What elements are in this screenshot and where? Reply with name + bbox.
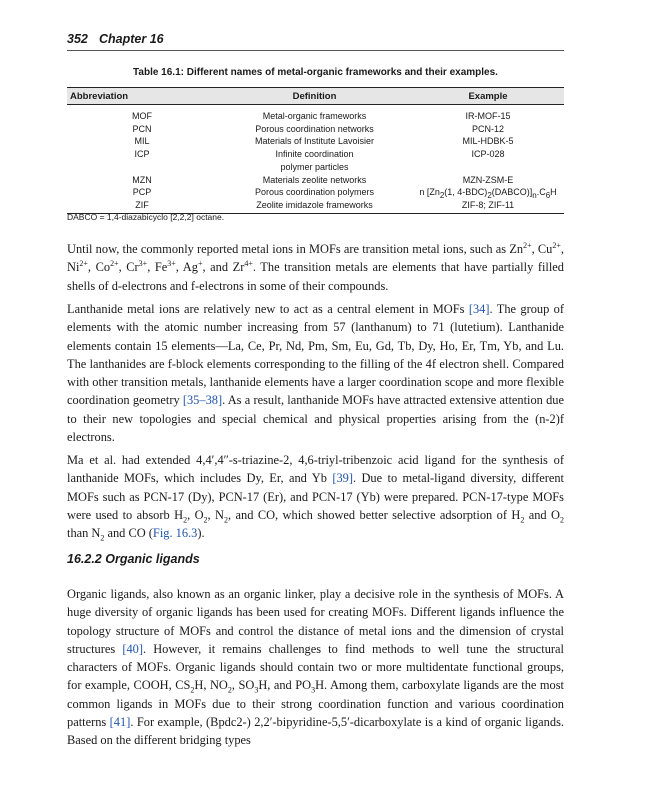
cell-example: ICP-028 bbox=[471, 149, 505, 160]
cell-example: MZN-ZSM-E bbox=[462, 174, 514, 185]
cell-definition: Porous coordination polymers bbox=[254, 187, 375, 198]
table-footnote: DABCO = 1,4-diazabicyclo [2,2,2] octane. bbox=[67, 212, 225, 222]
table-row bbox=[67, 186, 564, 199]
cell-abbreviation: PCP bbox=[132, 187, 152, 198]
figure-link[interactable]: Fig. 16.3 bbox=[152, 526, 198, 541]
cell-example: IR-MOF-15 bbox=[465, 111, 511, 121]
cell-abbreviation: ZIF bbox=[67, 199, 217, 213]
table-row bbox=[67, 123, 564, 136]
table-header-row bbox=[67, 88, 564, 105]
column-header-abbreviation: Abbreviation bbox=[67, 88, 217, 105]
table-caption: Table 16.1: Different names of metal-organic frameworks and their examples. bbox=[133, 67, 498, 78]
cell-definition: Materials zeolite networks bbox=[262, 174, 367, 185]
cell-abbreviation: PCN bbox=[132, 123, 152, 134]
table-row bbox=[67, 199, 564, 213]
table-row bbox=[67, 135, 564, 148]
table-row bbox=[67, 105, 564, 123]
cell-definition: Porous coordination networks bbox=[255, 123, 374, 134]
citation-link[interactable]: [40] bbox=[122, 641, 143, 656]
cell-abbreviation: MIL bbox=[134, 136, 150, 147]
mof-names-table bbox=[67, 87, 564, 214]
citation-link[interactable]: [35–38] bbox=[182, 393, 223, 408]
citation-link[interactable]: [34] bbox=[468, 302, 490, 316]
chapter-title: Chapter 16 bbox=[99, 32, 164, 46]
cell-example: MIL-HDBK-5 bbox=[462, 136, 514, 147]
page-header bbox=[67, 30, 564, 51]
cell-abbreviation: MOF bbox=[132, 111, 152, 121]
paragraph-lanthanide-mofs: Ma et al. had extended 4,4′,4″-s-triazine-2, 4,6-triyl-tribenzoic acid ligand for the synthesis of lanthanide MOFs, which includes Dy, Er, and Yb [39]. Due to metal-ligand diversity, different MOFs such as PCN-17 (Dy), PCN-17 (Er), and PCN-17 (Yb) were prepared. PCN-17-type MOFs were used to absorb $H_2$, $O_2$, $N_2$, and CO, which showed better selective adsorption of $H_2$ and $O_2$ than $N_2$ and CO (Fig. 16.3). bbox=[67, 453, 564, 543]
cell-definition: Infinite coordination polymer particles bbox=[275, 149, 354, 172]
cell-definition: Metal-organic frameworks bbox=[262, 111, 367, 121]
cell-abbreviation: MZN bbox=[132, 174, 152, 185]
cell-abbreviation: ICP bbox=[134, 149, 150, 160]
cell-example: PCN-12 bbox=[471, 123, 504, 134]
table-row bbox=[67, 148, 564, 173]
citation-link[interactable]: [39] bbox=[332, 471, 353, 486]
paragraph-transition-metals: Until now, the commonly reported metal ions in MOFs are transition metal ions, such as $Zn^{2+}$, $Cu^{2+}$, $Ni^{2+}$, $Co^{2+}$, $Cr^{3+}$, $Fe^{3+}$, Ag+, and $Zr^{4+}$. The transition metals are elements that have partially filled shells of d-electrons and f-electrons in some of their compounds. bbox=[67, 240, 565, 293]
column-header-example: Example bbox=[412, 88, 564, 105]
cell-example: ZIF-8; ZIF-11 bbox=[412, 199, 564, 213]
cell-definition: Materials of Institute Lavoisier bbox=[254, 136, 375, 147]
paragraph-lanthanide-ions: Lanthanide metal ions are relatively new to act as a central element in MOFs [34]. The group of elements with the atomic number increasing from 57 (lanthanum) to 71 (lutetium). Lanthanide elements contain 15 elements—La, Ce, Pr, Nd, Pm, Sm, Eu, Gd, Tb, Dy, Ho, Er, Tm, Yb, and Lu. The lanthanides are f-block elements corresponding to the filling of the 4f electron shell. Compared with other transition metals, lanthanide elements have a larger coordination scope and more flexible coordination geometry [35–38]. As a result, lanthanide MOFs have attracted extensive attention due to their new topologies and special chemical and physical properties arising from the (n-2)f electrons. bbox=[67, 302, 564, 445]
column-header-definition: Definition bbox=[217, 88, 412, 105]
paragraph-organic-ligands: Organic ligands, also known as an organic linker, play a decisive role in the synthesis of MOFs. A huge diversity of organic ligands has been used for creating MOFs. Different ligands influence the topology structure of MOFs and control the distance of metal ions and the dimension of crystal structures [40]. However, it remains challenges to find methods to well tune the structural characters of MOFs. Organic ligands should contain two or more multidentate functional groups, for example, COOH, $CS_2H$, $NO_2$, $SO_3H$, and $PO_3H$. Among them, carboxylate ligands are the most common ligands in MOFs due to their strong coordination function and various coordination patterns [41]. For example, (Bpdc2-) 2,2′-bipyridine-5,5′-dicarboxylate is a kind of organic ligands. Based on the different bridging types bbox=[67, 587, 564, 748]
section-heading: 16.2.2 Organic ligands bbox=[67, 552, 200, 566]
table-row bbox=[67, 174, 564, 187]
page-number: 352 bbox=[67, 32, 88, 46]
cell-definition: Zeolite imidazole frameworks bbox=[217, 199, 412, 213]
citation-link[interactable]: [41] bbox=[109, 715, 131, 730]
cell-example: n [$Zn_2(1$, $4-BDC)_2(DABCO)]_n.C_6H$ bbox=[419, 187, 557, 201]
